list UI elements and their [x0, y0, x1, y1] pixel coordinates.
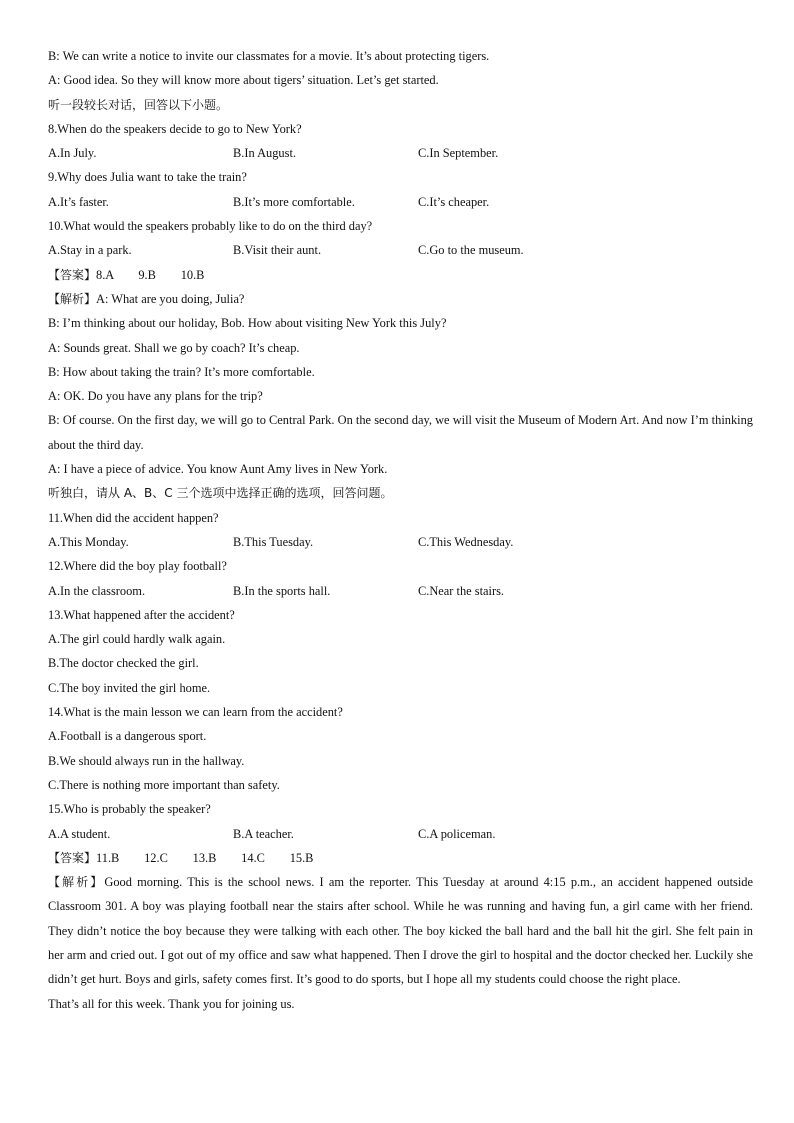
options-9	[48, 190, 753, 214]
options-15	[48, 822, 753, 846]
question-11: 11.When did the accident happen?	[48, 510, 219, 525]
option-a: A.The girl could hardly walk again.	[48, 632, 226, 647]
option-b: B.It’s more comfortable.	[233, 194, 355, 209]
option-a: A.In July.	[48, 146, 97, 161]
option-b: B.Visit their aunt.	[233, 243, 322, 258]
question-14: 14.What is the main lesson we can learn from the accident?	[48, 705, 343, 720]
analysis-line: B: I’m thinking about our holiday, Bob. How about visiting New York this July?	[48, 316, 447, 331]
section-instruction: 听一段较长对话，回答以下小题。	[48, 97, 229, 112]
question-12: 12.Where did the boy play football?	[48, 559, 227, 574]
option-a: A.This Monday.	[48, 534, 129, 549]
option-b: B.We should always run in the hallway.	[48, 753, 245, 768]
option-b: B.In August.	[233, 146, 296, 161]
option-c: C.In September.	[418, 146, 499, 161]
analysis-label: 【解析】	[48, 875, 105, 890]
answer-label: 【答案】	[48, 850, 97, 865]
question-13: 13.What happened after the accident?	[48, 607, 235, 622]
question-10: 10.What would the speakers probably like to do on the third day?	[48, 219, 373, 234]
options-10	[48, 238, 753, 262]
answer-label: 【答案】	[48, 267, 97, 282]
question-8: 8.When do the speakers decide to go to New York?	[48, 121, 302, 136]
option-c: C.Near the stairs.	[418, 583, 505, 598]
option-c: C.A policeman.	[418, 826, 496, 841]
answer-text: 11.B 12.C 13.B 14.C 15.B	[96, 850, 314, 865]
analysis-paragraph	[48, 870, 753, 991]
analysis-line: A: OK. Do you have any plans for the trip?	[48, 389, 263, 404]
dialogue-line: A: Good idea. So they will know more about tigers’ situation. Let’s get started.	[48, 73, 439, 88]
options-8	[48, 141, 753, 165]
document-page	[48, 44, 753, 1016]
option-c: C.Go to the museum.	[418, 243, 524, 258]
answer-row	[48, 263, 753, 287]
option-b: B.In the sports hall.	[233, 583, 331, 598]
analysis-line: A: Sounds great. Shall we go by coach? It’s cheap.	[48, 340, 300, 355]
question-15: 15.Who is probably the speaker?	[48, 802, 211, 817]
analysis-label: 【解析】	[48, 291, 97, 306]
answer-row	[48, 846, 753, 870]
option-a: A.A student.	[48, 826, 111, 841]
option-a: A.It’s faster.	[48, 194, 109, 209]
option-b: B.The doctor checked the girl.	[48, 656, 199, 671]
analysis-line: B: How about taking the train? It’s more comfortable.	[48, 364, 315, 379]
option-c: C.This Wednesday.	[418, 534, 514, 549]
options-11	[48, 530, 753, 554]
option-a: A.In the classroom.	[48, 583, 146, 598]
option-c: C.It’s cheaper.	[418, 194, 490, 209]
closing-line: That’s all for this week. Thank you for joining us.	[48, 996, 295, 1011]
analysis-paragraph: B: Of course. On the first day, we will go to Central Park. On the second day, we will visit the Museum of Modern Art. And now I’m thinking about the third day.	[48, 413, 753, 452]
dialogue-line: B: We can write a notice to invite our classmates for a movie. It’s about protecting tigers.	[48, 49, 490, 63]
option-b: B.A teacher.	[233, 826, 294, 841]
option-a: A.Football is a dangerous sport.	[48, 729, 207, 744]
analysis-first-line: A: What are you doing, Julia?	[96, 291, 245, 306]
analysis-text: Good morning. This is the school news. I am the reporter. This Tuesday at around 4:15 p.m., an accident happened outside Classroom 301. A boy was playing football near the stairs after school. While he was running and having fun, a girl came with her friend. They didn’t notice the boy because they were talking with each other. The boy kicked the ball hard and the ball hit the girl. She felt pain in her arm and cried out. I got out of my office and saw what happened. Then I drove the girl to hospital and the doctor checked her. Luckily she didn’t get hurt. Boys and girls, safety comes first. It’s good to do sports, but I hope all my students could choose the right place.	[48, 875, 753, 987]
option-b: B.This Tuesday.	[233, 534, 314, 549]
question-9: 9.Why does Julia want to take the train?	[48, 170, 247, 185]
analysis-row	[48, 287, 753, 311]
option-a: A.Stay in a park.	[48, 243, 132, 258]
answer-text: 8.A 9.B 10.B	[96, 267, 205, 282]
option-c: C.There is nothing more important than safety.	[48, 777, 280, 792]
section-instruction: 听独白，请从 A、B、C 三个选项中选择正确的选项，回答问题。	[48, 486, 393, 501]
option-c: C.The boy invited the girl home.	[48, 680, 211, 695]
analysis-line: A: I have a piece of advice. You know Aunt Amy lives in New York.	[48, 462, 388, 477]
options-12	[48, 579, 753, 603]
